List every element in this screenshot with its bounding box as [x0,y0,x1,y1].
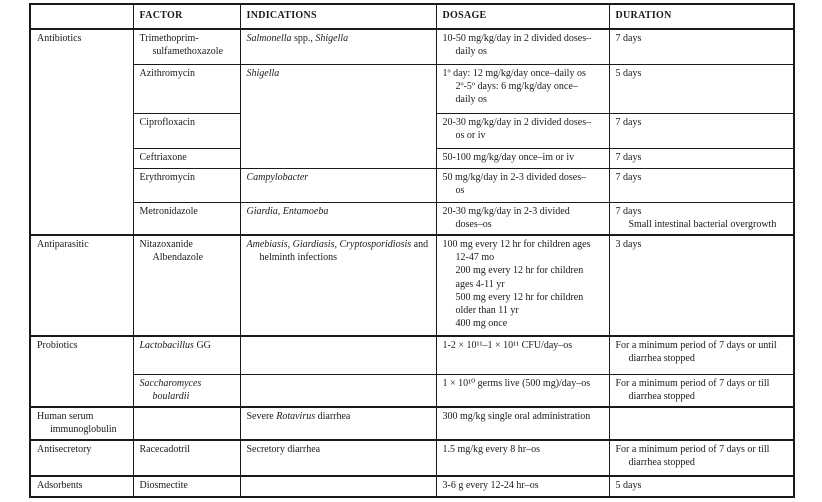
table-row [30,407,794,440]
factor-cell: Racecadotril [133,440,240,476]
category-cell: Probiotics [30,336,133,407]
antidiarrheal-treatment-table [29,3,795,498]
table-header-row [30,4,794,29]
category-cell: Human serum immunoglobulin [30,407,133,440]
duration-cell: 5 days [609,64,794,113]
dosage-cell: 50 mg/kg/day in 2-3 divided doses– os [436,168,609,202]
duration-cell: 7 days [609,29,794,64]
table-row [30,336,794,374]
factor-cell: Lactobacillus GG [133,336,240,374]
dosage-cell: 20-30 mg/kg/day in 2-3 divided doses–os [436,202,609,235]
category-cell: Antiparasitic [30,235,133,336]
dosage-cell: 10-50 mg/kg/day in 2 divided doses– daily os [436,29,609,64]
duration-cell: For a minimum period of 7 days or till diarrhea stopped [609,440,794,476]
duration-cell: 7 days Small intestinal bacterial overgrowth [609,202,794,235]
table-row [30,374,794,407]
indications-cell: Salmonella spp., Shigella [240,29,436,64]
table-row [30,476,794,497]
dosage-cell: 3-6 g every 12-24 hr–os [436,476,609,497]
table-row [30,440,794,476]
category-cell: Antibiotics [30,29,133,235]
factor-cell: Ciprofloxacin [133,113,240,148]
table-row [30,202,794,235]
duration-cell: 3 days [609,235,794,336]
dosage-cell: 50-100 mg/kg/day once–im or iv [436,148,609,168]
factor-cell [133,407,240,440]
indications-cell [240,476,436,497]
column-header-category [30,4,133,29]
column-header-dosage: DOSAGE [436,4,609,29]
dosage-cell: 1º day: 12 mg/kg/day once–daily os 2º-5º days: 6 mg/kg/day once– daily os [436,64,609,113]
duration-cell: 7 days [609,113,794,148]
column-header-factor: FACTOR [133,4,240,29]
factor-cell: Trimethoprim- sulfamethoxazole [133,29,240,64]
factor-cell: Azithromycin [133,64,240,113]
dosage-cell: 100 mg every 12 hr for children ages 12-47 mo 200 mg every 12 hr for children ages 4-11 yr 500 mg every 12 hr for children older than 11 yr 400 mg once [436,235,609,336]
factor-cell: Nitazoxanide Albendazole [133,235,240,336]
factor-cell: Saccharomyces boulardii [133,374,240,407]
dosage-cell: 1-2 × 10¹¹–1 × 10¹¹ CFU/day–os [436,336,609,374]
factor-cell: Diosmectite [133,476,240,497]
table-row [30,235,794,336]
dosage-cell: 300 mg/kg single oral administration [436,407,609,440]
duration-cell: 5 days [609,476,794,497]
duration-cell: For a minimum period of 7 days or till diarrhea stopped [609,374,794,407]
dosage-cell: 1 × 10¹⁰ germs live (500 mg)/day–os [436,374,609,407]
duration-cell: For a minimum period of 7 days or until diarrhea stopped [609,336,794,374]
table-row [30,64,794,113]
table-row [30,168,794,202]
column-header-indications: INDICATIONS [240,4,436,29]
indications-cell: Shigella [240,64,436,168]
indications-cell: Secretory diarrhea [240,440,436,476]
factor-cell: Erythromycin [133,168,240,202]
duration-cell: 7 days [609,168,794,202]
indications-cell: Giardia, Entamoeba [240,202,436,235]
duration-cell: 7 days [609,148,794,168]
table-row [30,29,794,64]
indications-cell [240,374,436,407]
duration-cell [609,407,794,440]
indications-cell: Campylobacter [240,168,436,202]
dosage-cell: 1.5 mg/kg every 8 hr–os [436,440,609,476]
factor-cell: Ceftriaxone [133,148,240,168]
factor-cell: Metronidazole [133,202,240,235]
category-cell: Antisecretory [30,440,133,476]
column-header-duration: DURATION [609,4,794,29]
indications-cell: Amebiasis, Giardiasis, Cryptosporidiosis and helminth infections [240,235,436,336]
dosage-cell: 20-30 mg/kg/day in 2 divided doses– os or iv [436,113,609,148]
indications-cell [240,336,436,374]
indications-cell: Severe Rotavirus diarrhea [240,407,436,440]
category-cell: Adsorbents [30,476,133,497]
